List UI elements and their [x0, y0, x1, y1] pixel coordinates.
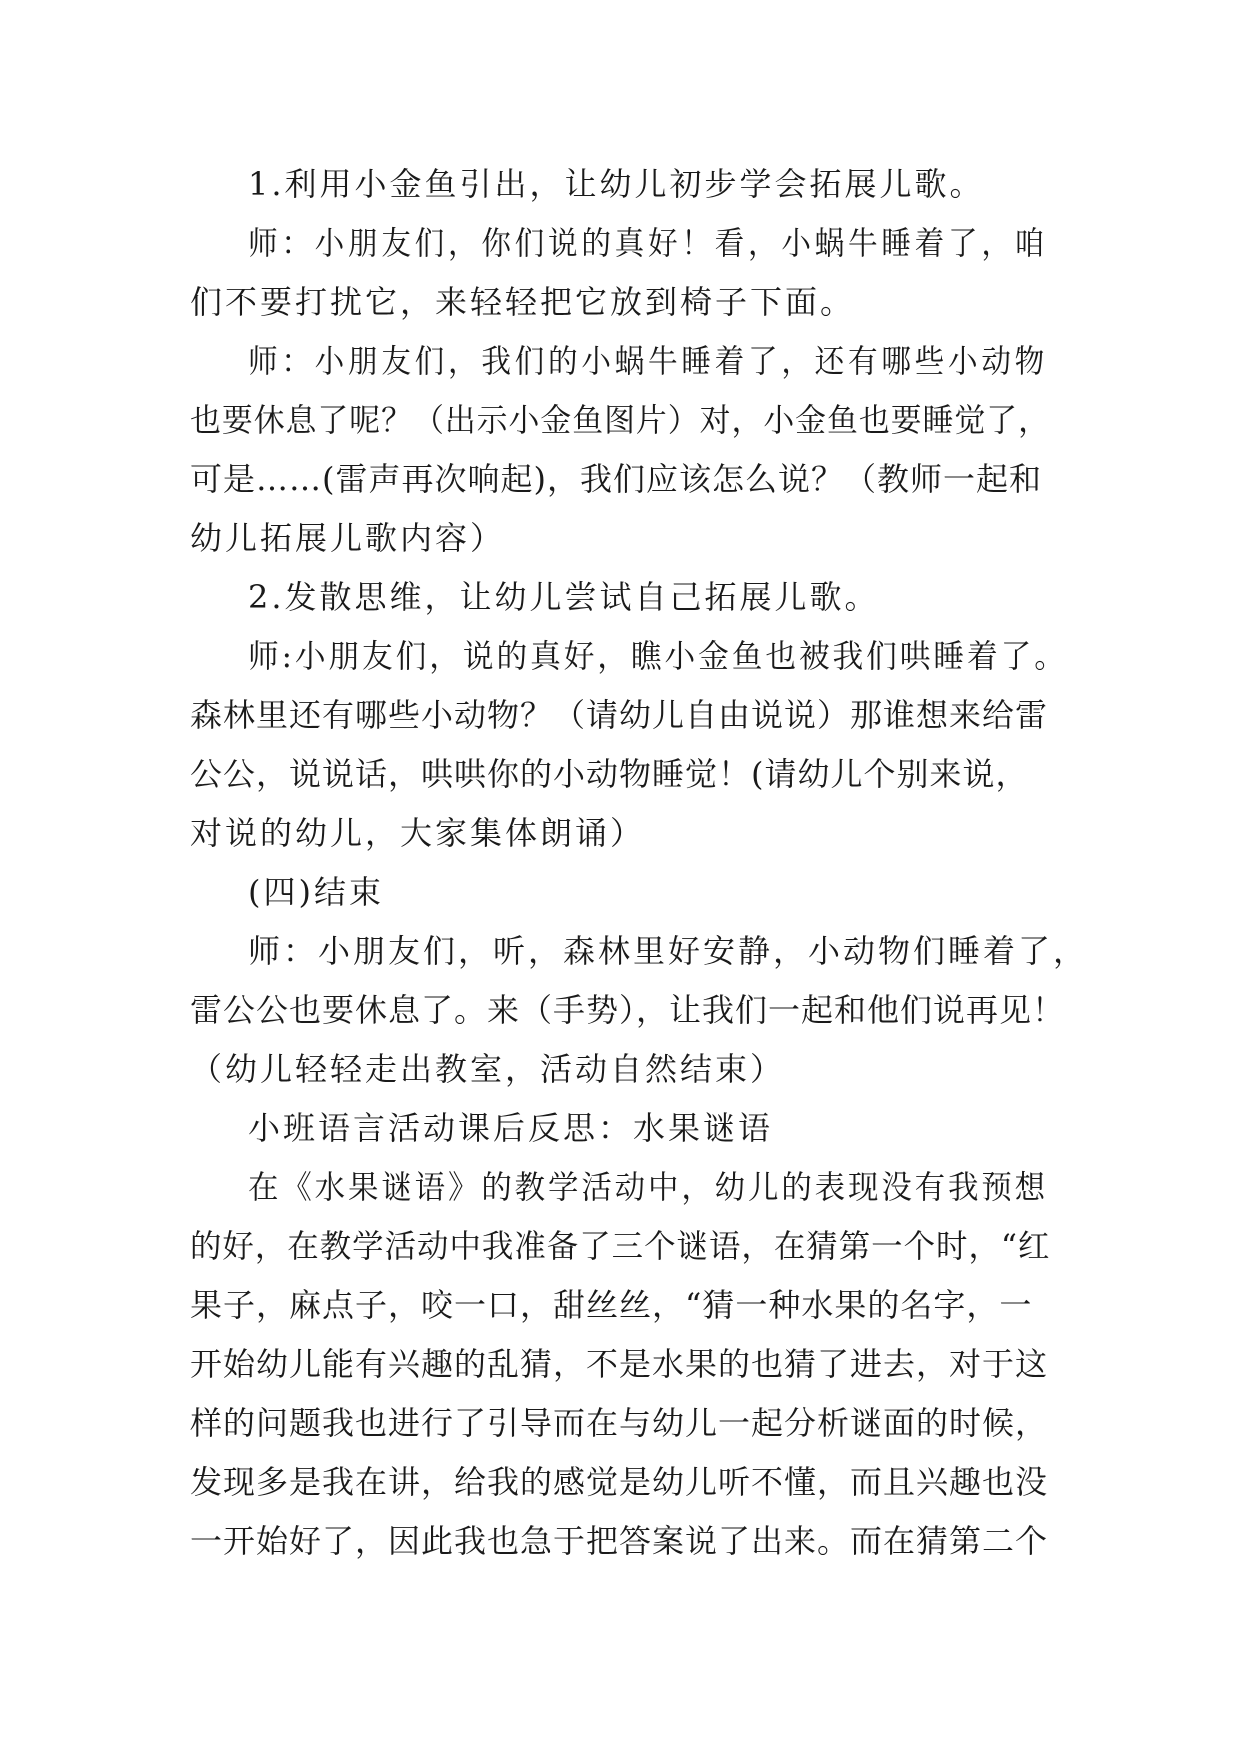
text-line: 幼儿拓展儿歌内容） — [190, 519, 506, 557]
text-line: 师：小朋友们，听，森林里好安静，小动物们睡着了， — [248, 932, 1089, 970]
text-line: 师：小朋友们，我们的小蜗牛睡着了，还有哪些小动物 — [248, 342, 1048, 380]
text-line: 发现多是我在讲，给我的感觉是幼儿听不懂，而且兴趣也没 — [190, 1463, 1049, 1501]
text-line: 果子，麻点子，咬一口，甜丝丝，“猜一种水果的名字，一 — [190, 1286, 1033, 1324]
text-line: 一开始好了，因此我也急于把答案说了出来。而在猜第二个 — [190, 1522, 1049, 1560]
text-line: 雷公公也要休息了。来（手势），让我们一起和他们说再见！ — [190, 991, 1066, 1029]
text-line: 师:小朋友们，说的真好，瞧小金鱼也被我们哄睡着了。 — [248, 637, 1068, 675]
text-line: 在《水果谜语》的教学活动中，幼儿的表现没有我预想 — [248, 1168, 1049, 1206]
text-line: 师：小朋友们，你们说的真好！看，小蜗牛睡着了，咱 — [248, 224, 1048, 262]
text-line: 对说的幼儿，大家集体朗诵） — [190, 814, 646, 852]
text-line: 公公，说说话，哄哄你的小动物睡觉！(请幼儿个别来说， — [190, 755, 1029, 793]
text-line: 样的问题我也进行了引导而在与幼儿一起分析谜面的时候， — [190, 1404, 1049, 1442]
text-line: 们不要打扰它，来轻轻把它放到椅子下面。 — [190, 283, 856, 321]
text-line: 开始幼儿能有兴趣的乱猜，不是水果的也猜了进去，对于这 — [190, 1345, 1049, 1383]
text-line: 2.发散思维，让幼儿尝试自己拓展儿歌。 — [248, 578, 880, 616]
text-line: 也要休息了呢？（出示小金鱼图片）对，小金鱼也要睡觉了， — [190, 401, 1051, 439]
text-line: 森林里还有哪些小动物？（请幼儿自由说说）那谁想来给雷 — [190, 696, 1049, 734]
text-line: (四)结束 — [248, 873, 384, 911]
text-line: （幼儿轻轻走出教室，活动自然结束） — [190, 1050, 786, 1088]
text-line: 小班语言活动课后反思：水果谜语 — [248, 1109, 774, 1147]
text-line: 1.利用小金鱼引出，让幼儿初步学会拓展儿歌。 — [248, 165, 985, 203]
text-line: 的好，在教学活动中我准备了三个谜语，在猜第一个时，“红 — [190, 1227, 1051, 1265]
text-line: 可是……(雷声再次响起)，我们应该怎么说？（教师一起和 — [190, 460, 1042, 498]
